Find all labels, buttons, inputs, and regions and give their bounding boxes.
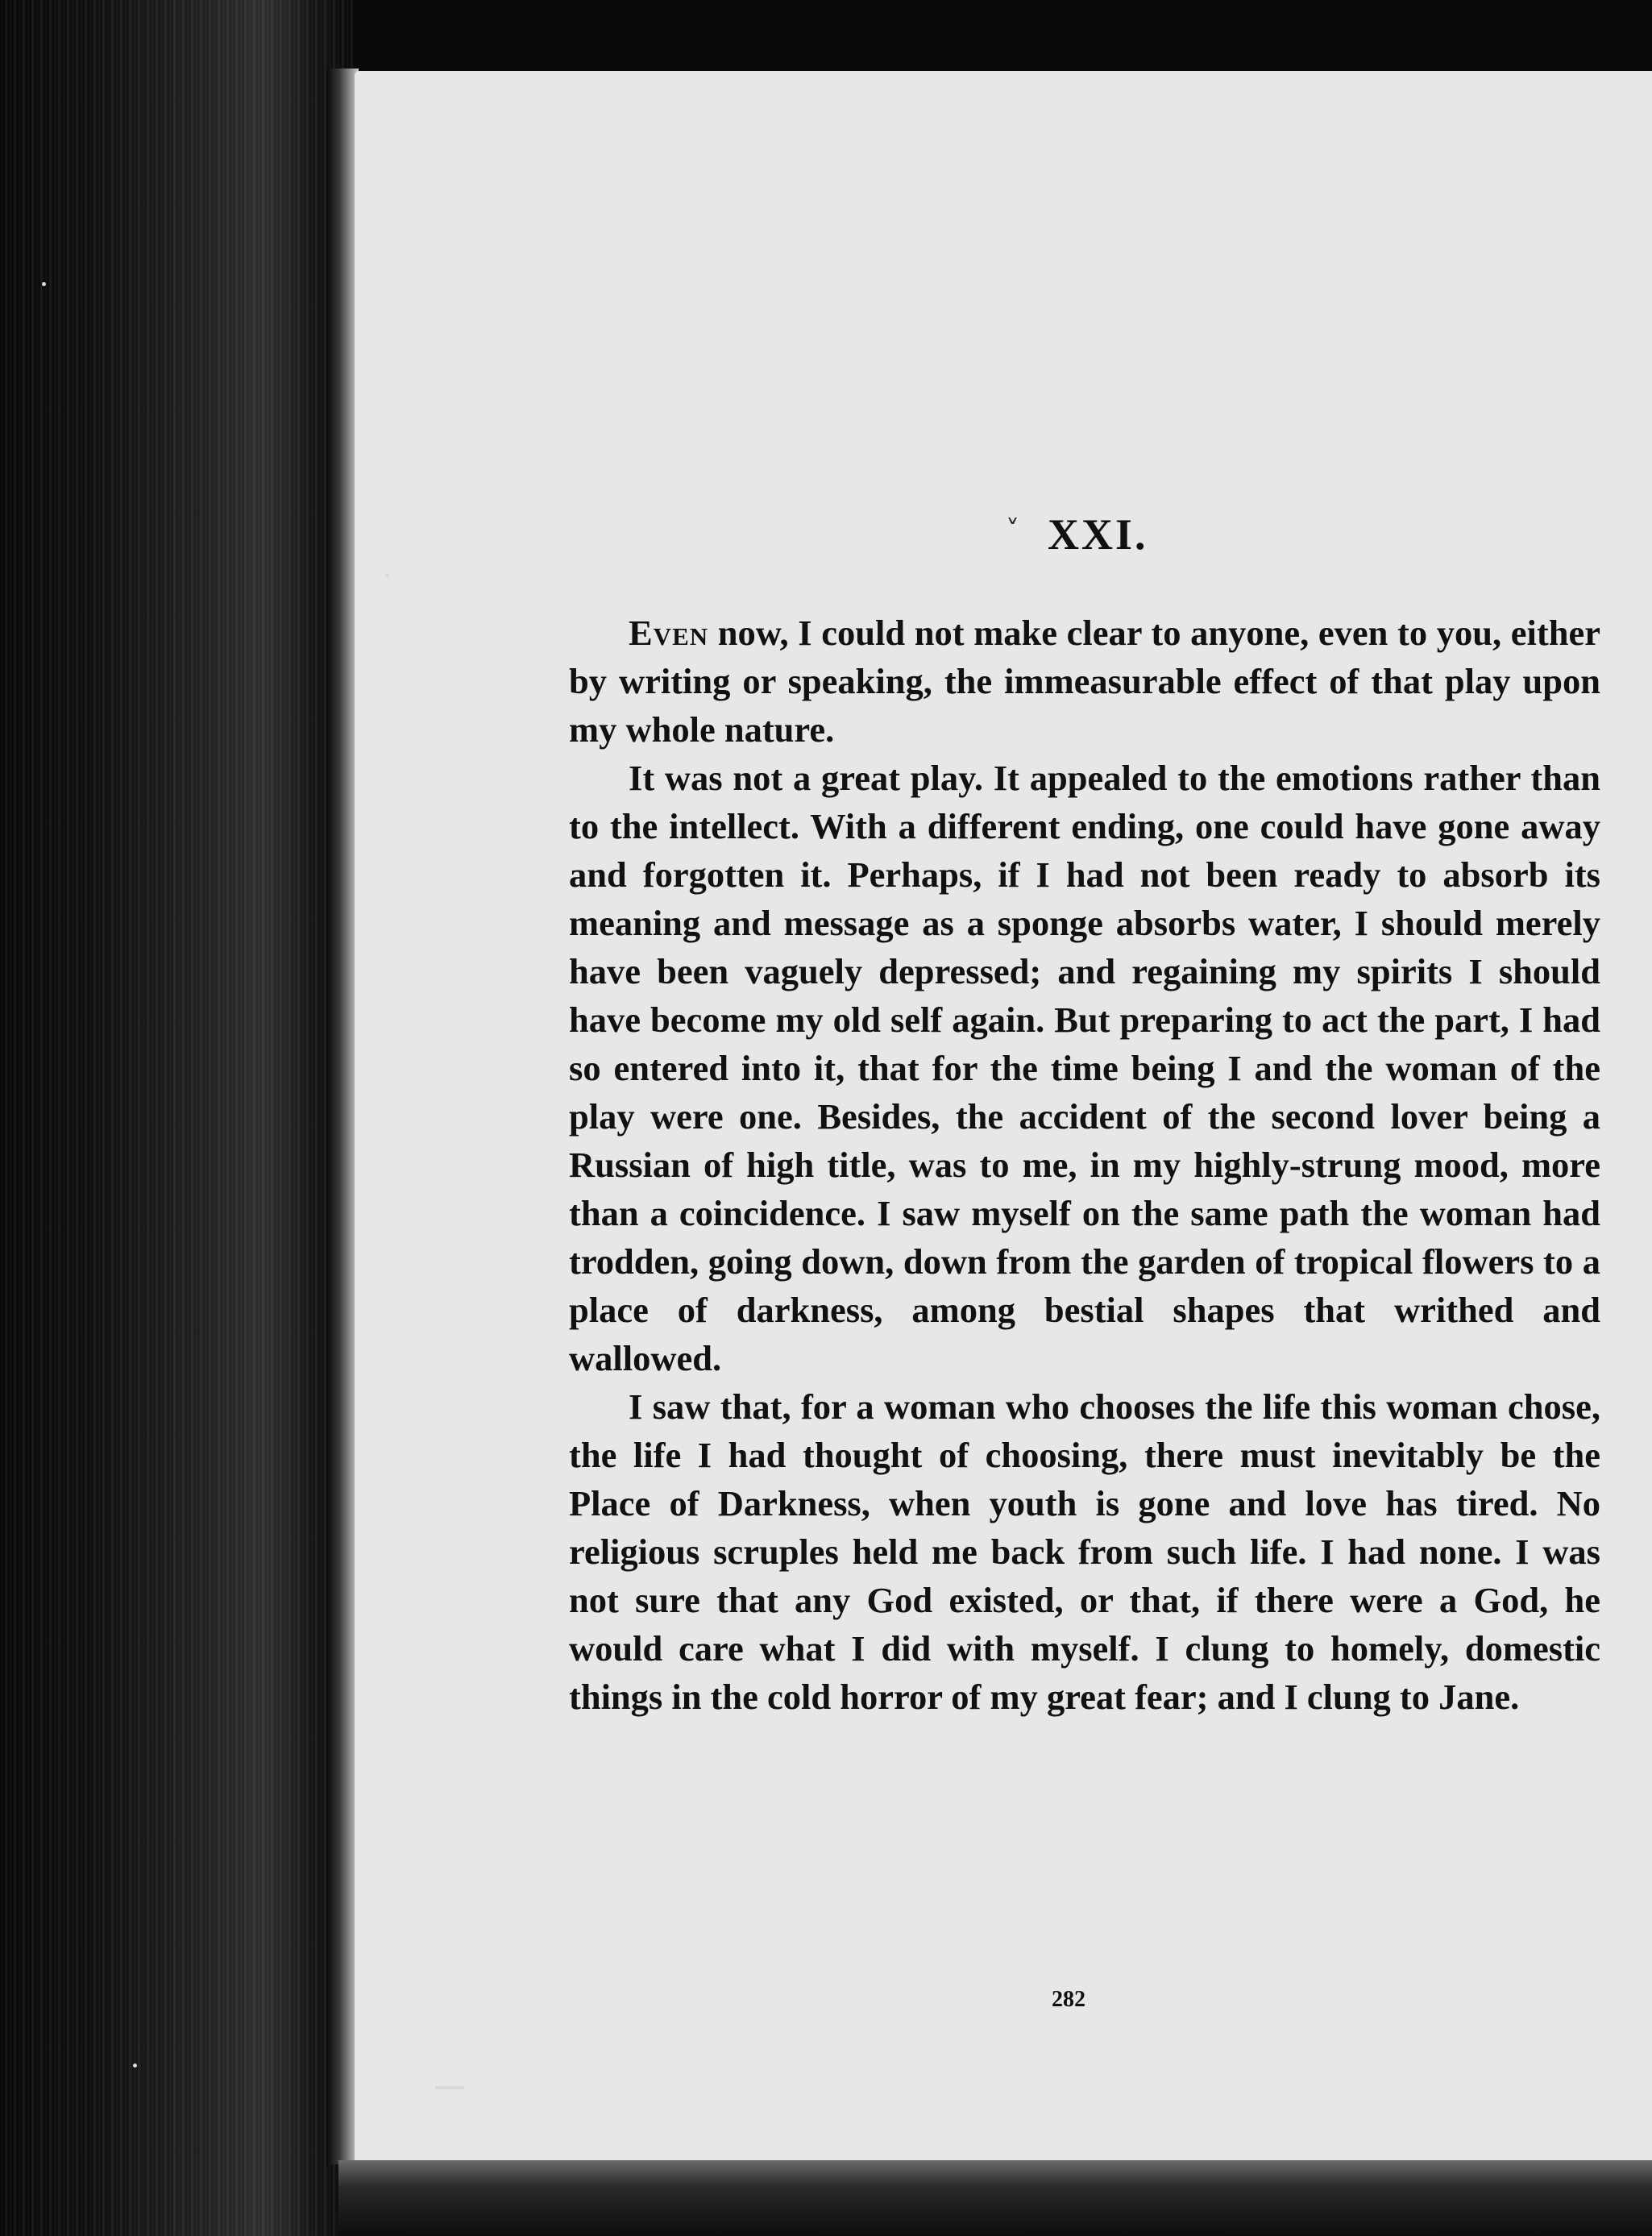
page-gutter xyxy=(326,69,359,2164)
scan-speck xyxy=(133,2064,137,2068)
page-bottom-edge xyxy=(338,2160,1652,2236)
paragraph xyxy=(569,609,1600,754)
scan-speck xyxy=(42,282,46,286)
page-number: 282 xyxy=(1052,1987,1085,2012)
scan-dash-mark xyxy=(435,2086,464,2089)
book-fore-edge xyxy=(0,0,355,2236)
scan-speck xyxy=(385,574,389,578)
paragraph xyxy=(569,754,1600,1382)
chapter-mark: ˅ xyxy=(1006,514,1019,547)
paragraph xyxy=(569,1382,1600,1721)
paragraph-text: I saw that, for a woman who chooses the life this woman chose, the life I had thought of choosing, there must inevitably be the Place of Darkness, when youth is gone and love has tired. No religious scruples held me back from such life. I had none. I was not sure that any God existed, or that, if there were a God, he would care what I did with myself. I clung to homely, domestic things in the cold horror of my great fear; and I clung to Jane. xyxy=(569,1386,1600,1717)
chapter-heading: XXI. xyxy=(1048,510,1148,559)
paragraph-text: It was not a great play. It appealed to the emotions rather than to the intellect. With a different ending, one could have gone away and forgotten it. Perhaps, if I had not been ready to absorb its meaning and message as a sponge absorbs water, I should merely have been vaguely depressed; and regaining my spirits I should have become my old self again. But preparing to act the part, I had so entered into it, that for the time being I and the woman of the play were one. Besides, the accident of the second lover being a Russian of high title, was to me, in my highly-strung mood, more than a coincidence. I saw myself on the same path the woman had trodden, going down, down from the garden of tropical flowers to a place of darkness, among bestial shapes that writhed and wallowed. xyxy=(569,758,1600,1378)
paragraph-lead-word: Even xyxy=(629,613,709,653)
paragraph-text: now, I could not make clear to anyone, even to you, either by writing or speaking, the immeasurable effect of that play upon my whole nature. xyxy=(569,613,1600,750)
chapter-body xyxy=(569,609,1600,1721)
